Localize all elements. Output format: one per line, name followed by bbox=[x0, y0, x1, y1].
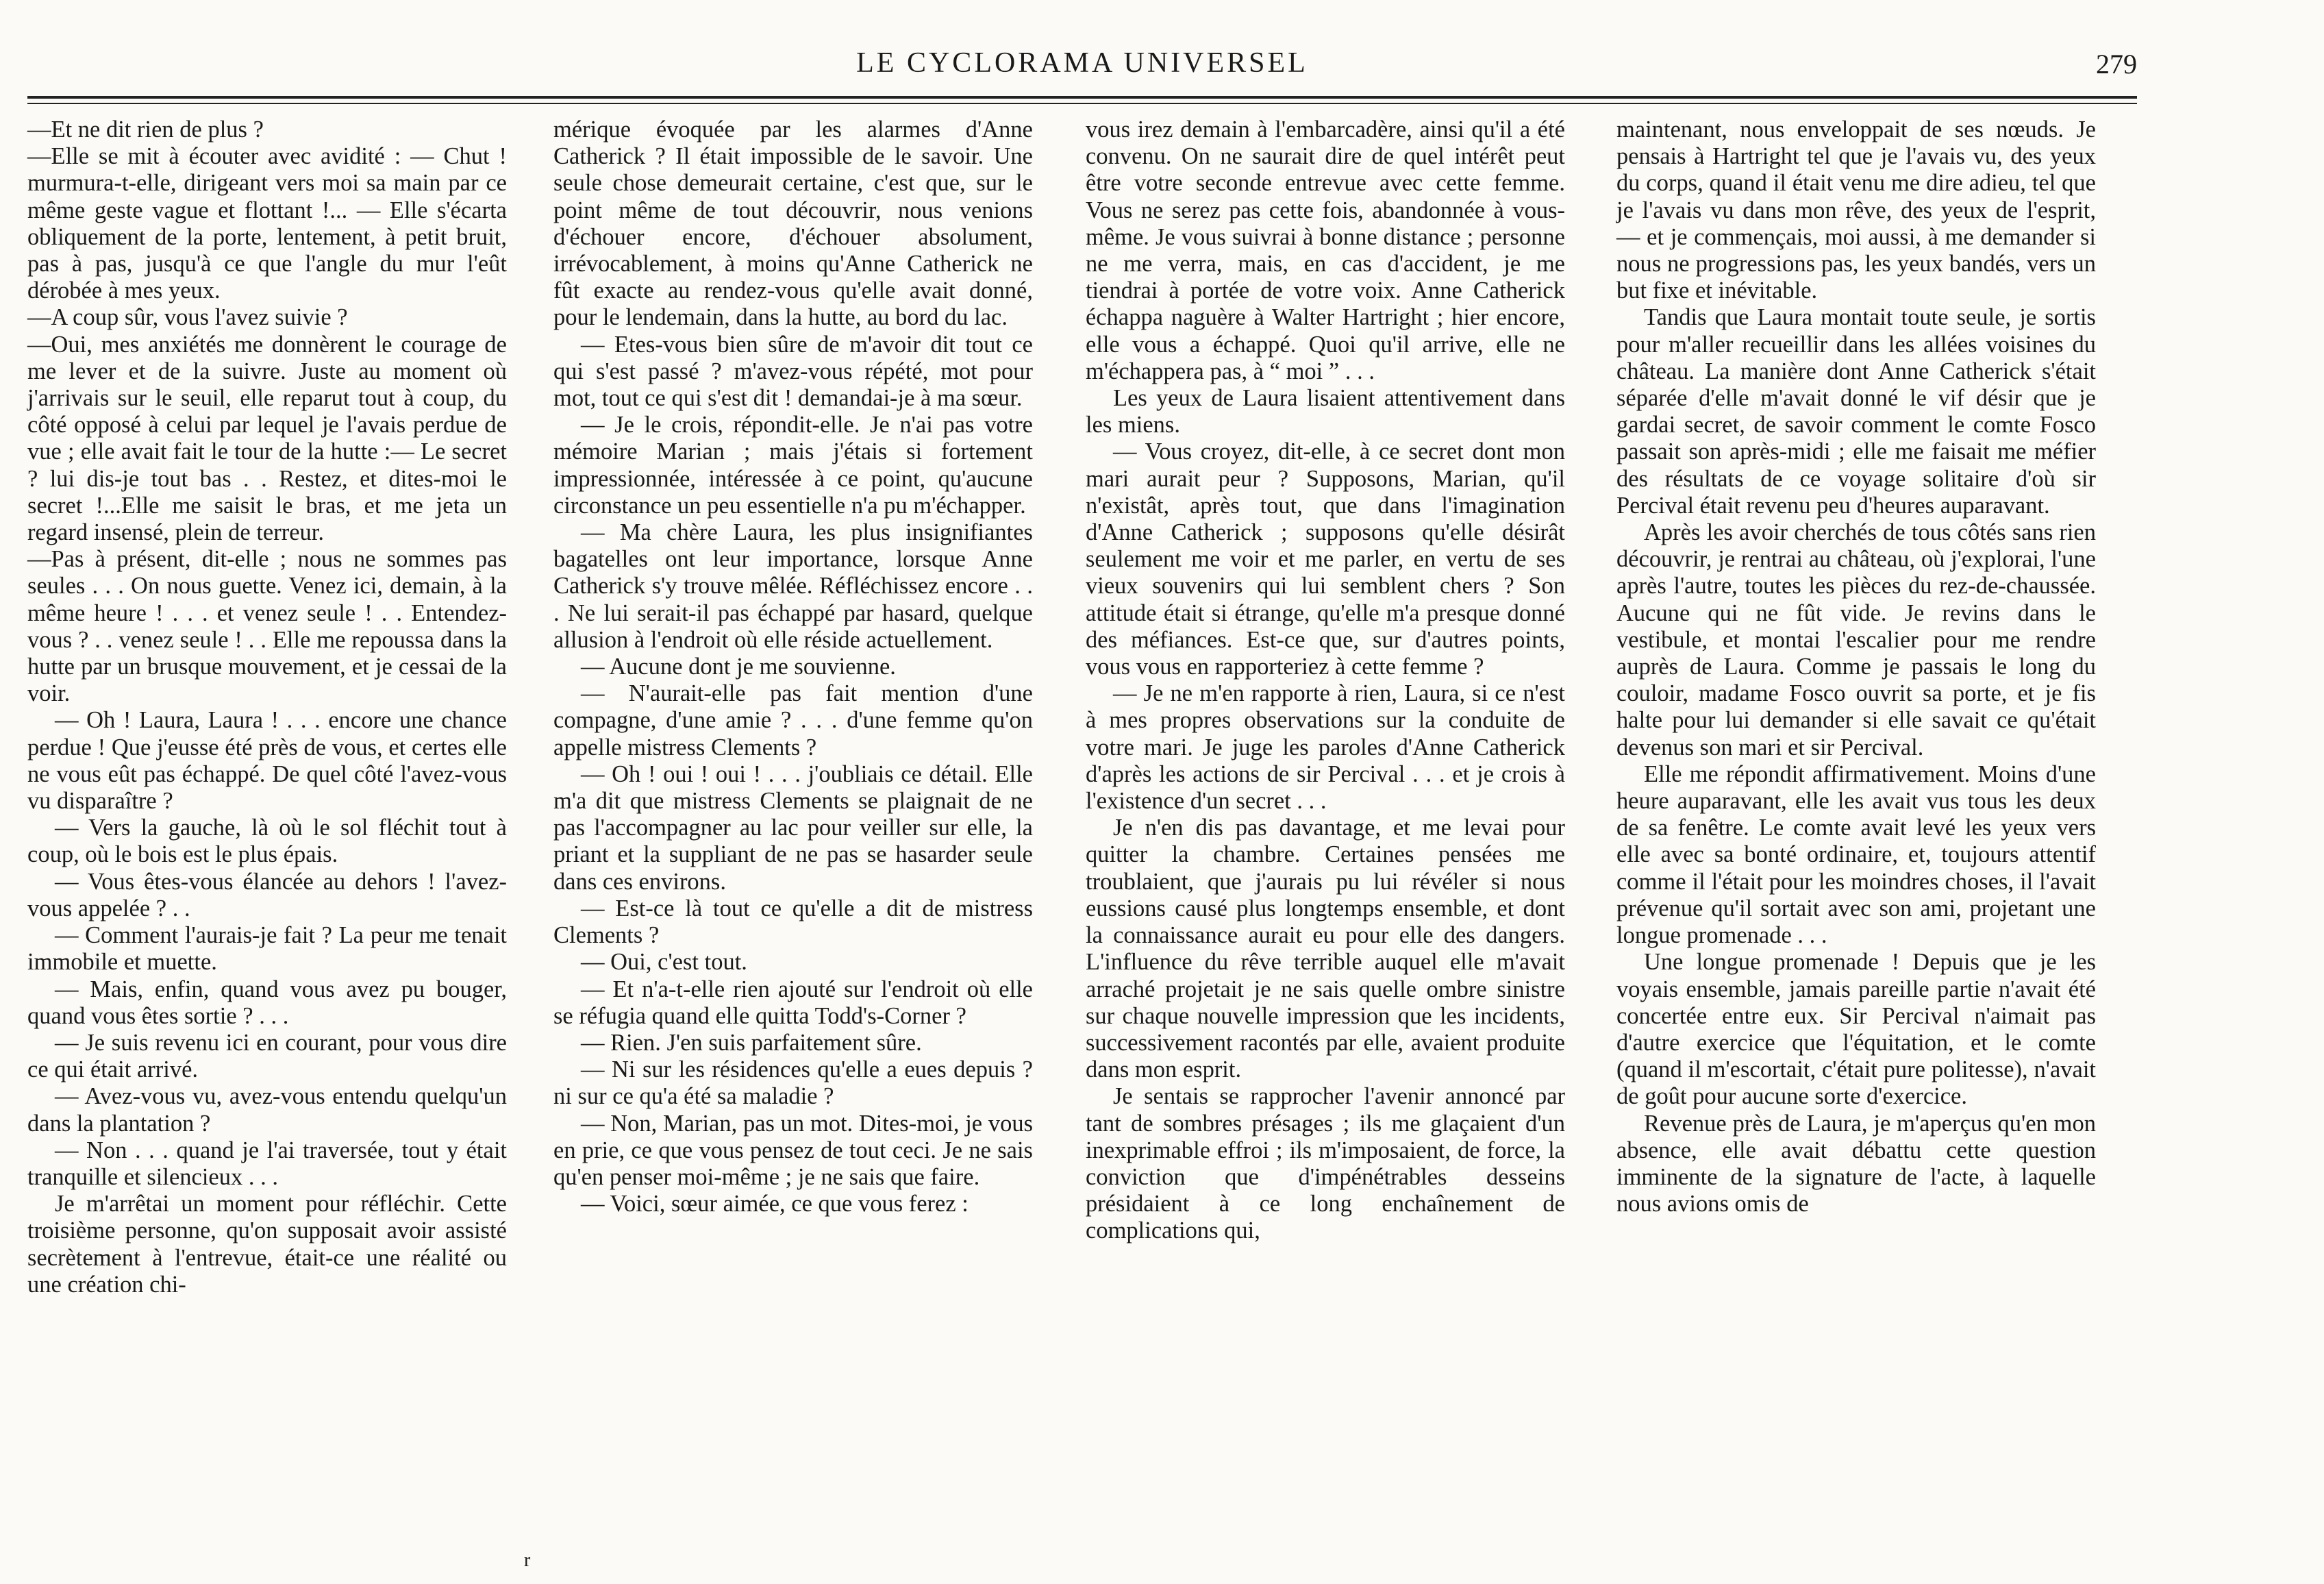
paragraph: Je m'arrêtai un moment pour réfléchir. Cette troisième personne, qu'on supposait avoir assisté secrètement à l'entrevue, était-ce une réalité ou une création chi- bbox=[27, 1191, 507, 1298]
paragraph: Une longue promenade ! Depuis que je les voyais ensemble, jamais pareille partie n'avait été concertée entre eux. Sir Percival n'aimait pas d'autre exercice que l'équitation, et le comte (quand il m'escortait, c'était pure politesse), n'avait de goût pour aucune sorte d'exercice. bbox=[1616, 949, 2096, 1110]
paragraph: Tandis que Laura montait toute seule, je sortis pour m'aller recueillir dans les allées voisines du château. La manière dont Anne Catherick s'était séparée d'elle m'avait donné le vif désir que je gardai secret, de savoir comment le comte Fosco passait son après-midi ; elle me faisait me méfier des résultats de ce voyage solitaire d'où sir Percival était revenu peu d'heures auparavant. bbox=[1616, 304, 2096, 519]
text-column-2 bbox=[553, 116, 1033, 1217]
paragraph: Je sentais se rapprocher l'avenir annoncé par tant de sombres présages ; ils me glaçaient d'un inexprimable effroi ; ils m'imposaient, de force, la conviction que d'impénétrables desseins présidaient à ce long enchaînement de complications qui, bbox=[1086, 1083, 1565, 1244]
paragraph: — Est-ce là tout ce qu'elle a dit de mistress Clements ? bbox=[553, 895, 1033, 949]
text-column-3 bbox=[1086, 116, 1565, 1245]
paragraph: — Je le crois, répondit-elle. Je n'ai pas votre mémoire Marian ; mais j'étais si fortement impressionnée, intéressée à ce point, qu'aucune circonstance un peu essentielle n'a pu m'échapper. bbox=[553, 412, 1033, 519]
paragraph: — Rien. J'en suis parfaitement sûre. bbox=[581, 1029, 922, 1056]
paragraph: —Oui, mes anxiétés me donnèrent le courage de me lever et de la suivre. Juste au moment où j'arrivais sur le seuil, elle reparut tout à coup, du côté opposé à celui par lequel je l'avais perdue de vue ; elle avait fait le tour de la hutte :— Le secret ? lui dis-je tout bas . . Restez, et dites-moi le secret !...Elle me saisit le bras, et me jeta un regard insensé, plein de terreur. bbox=[27, 331, 507, 546]
header-rule-thin bbox=[27, 103, 2137, 104]
paragraph: — Oh ! oui ! oui ! . . . j'oubliais ce détail. Elle m'a dit que mistress Clements se plaignait de ne pas l'accompagner au lac pour veiller sur elle, la priant et la suppliant de ne pas se hasarder seule dans ces environs. bbox=[553, 760, 1033, 895]
paragraph: — Je suis revenu ici en courant, pour vous dire ce qui était arrivé. bbox=[27, 1029, 507, 1083]
paragraph: — Non . . . quand je l'ai traversée, tout y était tranquille et silencieux . . . bbox=[27, 1137, 507, 1190]
paragraph: — Vous êtes-vous élancée au dehors ! l'avez-vous appelée ? . . bbox=[27, 868, 507, 921]
paragraph: — Avez-vous vu, avez-vous entendu quelqu'un dans la plantation ? bbox=[27, 1083, 507, 1137]
paragraph: — Oh ! Laura, Laura ! . . . encore une chance perdue ! Que j'eusse été près de vous, et certes elle ne vous eût pas échappé. De quel côté l'avez-vous vu disparaître ? bbox=[27, 707, 507, 815]
paragraph: — Ni sur les résidences qu'elle a eues depuis ? ni sur ce qu'a été sa maladie ? bbox=[553, 1056, 1033, 1110]
paragraph: — Non, Marian, pas un mot. Dites-moi, je vous en prie, ce que vous pensez de tout ceci. Je ne sais qu'en penser moi-même ; je ne sais que faire. bbox=[553, 1110, 1033, 1190]
paragraph: — Ma chère Laura, les plus insignifiantes bagatelles ont leur importance, lorsque Anne Catherick s'y trouve mêlée. Réfléchissez encore . . . Ne lui serait-il pas échappé par hasard, quelque allusion à l'endroit où elle réside actuellement. bbox=[553, 519, 1033, 653]
paragraph: mérique évoquée par les alarmes d'Anne Catherick ? Il était impossible de le savoir. Une seule chose demeurait certaine, c'est que, sur le point même de tout découvrir, nous venions d'échouer encore, d'échouer absolument, irrévocablement, à moins qu'Anne Catherick ne fût exacte au rendez-vous qu'elle avait donné, pour le lendemain, dans la hutte, au bord du lac. bbox=[553, 116, 1033, 331]
paragraph: —Elle se mit à écouter avec avidité : — Chut ! murmura-t-elle, dirigeant vers moi sa main par ce même geste vague et flottant !... — Elle s'écarta obliquement de la porte, lentement, à petit bruit, pas à pas, jusqu'à ce que l'angle du mur l'eût dérobée à mes yeux. bbox=[27, 143, 507, 304]
paragraph: — Mais, enfin, quand vous avez pu bouger, quand vous êtes sortie ? . . . bbox=[27, 976, 507, 1029]
paragraph: Revenue près de Laura, je m'aperçus qu'en mon absence, elle avait débattu cette question imminente de la signature de l'acte, à laquelle nous avions omis de bbox=[1616, 1110, 2096, 1217]
paragraph: — Et n'a-t-elle rien ajouté sur l'endroit où elle se réfugia quand elle quitta Todd's-Corner ? bbox=[553, 976, 1033, 1029]
paragraph: vous irez demain à l'embarcadère, ainsi qu'il a été convenu. On ne saurait dire de quel intérêt peut être votre seconde entrevue avec cette femme. Vous ne serez pas cette fois, abandonnée à vous-même. Je vous suivrai à bonne distance ; personne ne me verra, mais, en cas d'accident, je me tiendrai à portée de votre voix. Anne Catherick échappa naguère à Walter Hartright ; hier encore, elle vous a échappé. Quoi qu'il arrive, elle ne m'échappera pas, à “ moi ” . . . bbox=[1086, 116, 1565, 384]
paragraph: — N'aurait-elle pas fait mention d'une compagne, d'une amie ? . . . d'une femme qu'on appelle mistress Clements ? bbox=[553, 680, 1033, 760]
paragraph: — Vous croyez, dit-elle, à ce secret dont mon mari aurait peur ? Supposons, Marian, qu'il n'existât, après tout, que dans l'imagination d'Anne Catherick ; supposons qu'elle désirât seulement me voir et me parler, en vertu de ses vieux souvenirs qui lui semblent chers ? Son attitude était si étrange, qu'elle m'a presque donné des méfiances. Est-ce que, sur d'autres points, vous vous en rapporteriez à cette femme ? bbox=[1086, 438, 1565, 680]
paragraph: Elle me répondit affirmativement. Moins d'une heure auparavant, elle les avait vus tous les deux de sa fenêtre. Le comte avait levé les yeux vers elle avec sa bonté ordinaire, et, toujours attentif comme il l'était pour les moindres choses, il l'avait prévenue qu'il sortait avec son ami, projetant une longue promenade . . . bbox=[1616, 760, 2096, 949]
paragraph: Après les avoir cherchés de tous côtés sans rien découvrir, je rentrai au château, où j'explorai, l'une après l'autre, toutes les pièces du rez-de-chaussée. Aucune qui ne fût vide. Je revins dans le vestibule, et montai l'escalier pour me rendre auprès de Laura. Comme je passais le long du couloir, madame Fosco ouvrit sa porte, et je fis halte pour lui demander si elle savait ce qu'était devenus son mari et sir Percival. bbox=[1616, 519, 2096, 760]
running-title: LE CYCLORAMA UNIVERSEL bbox=[856, 47, 1308, 79]
paragraph: Les yeux de Laura lisaient attentivement dans les miens. bbox=[1086, 385, 1565, 438]
text-column-1 bbox=[27, 116, 507, 1298]
paragraph: Je n'en dis pas davantage, et me levai pour quitter la chambre. Certaines pensées me troublaient, que j'aurais pu lui révéler si nous eussions causé plus longtemps ensemble, et dont la connaissance aurait eu pour elle des dangers. L'influence du rêve terrible auquel elle m'avait arraché projetait je ne sais quelle ombre sinistre sur chaque nouvelle impression que les incidents, successivement racontés par elle, avaient produite dans mon esprit. bbox=[1086, 815, 1565, 1083]
paragraph: —A coup sûr, vous l'avez suivie ? bbox=[27, 304, 348, 331]
paragraph: — Voici, sœur aimée, ce que vous ferez : bbox=[581, 1191, 969, 1217]
paragraph: —Et ne dit rien de plus ? bbox=[27, 116, 264, 143]
paragraph: — Je ne m'en rapporte à rien, Laura, si ce n'est à mes propres observations sur la conduite de votre mari. Je juge les paroles d'Anne Catherick d'après les actions de sir Percival . . . et je crois à l'existence d'un secret . . . bbox=[1086, 680, 1565, 815]
page-header bbox=[27, 47, 2137, 88]
paragraph: maintenant, nous enveloppait de ses nœuds. Je pensais à Hartright tel que je l'avais vu, des yeux du corps, quand il était venu me dire adieu, tel que je l'avais vu dans mon rêve, des yeux de l'esprit, — et je commençais, moi aussi, à me demander si nous ne progressions pas, les yeux bandés, vers un but fixe et inévitable. bbox=[1616, 116, 2096, 304]
paragraph: —Pas à présent, dit-elle ; nous ne sommes pas seules . . . On nous guette. Venez ici, demain, à la même heure ! . . . et venez seule ! . . Entendez-vous ? . . venez seule ! . . Elle me repoussa dans la hutte par un brusque mouvement, et je cessai de la voir. bbox=[27, 546, 507, 707]
paragraph: — Etes-vous bien sûre de m'avoir dit tout ce qui s'est passé ? m'avez-vous répété, mot pour mot, tout ce qui s'est dit ! demandai-je à ma sœur. bbox=[553, 331, 1033, 412]
page-number: 279 bbox=[2096, 49, 2137, 79]
paragraph: — Vers la gauche, là où le sol fléchit tout à coup, où le bois est le plus épais. bbox=[27, 815, 507, 868]
paragraph: — Oui, c'est tout. bbox=[581, 949, 747, 976]
text-column-4 bbox=[1616, 116, 2096, 1217]
footer-mark: r bbox=[524, 1550, 531, 1571]
paragraph: — Comment l'aurais-je fait ? La peur me tenait immobile et muette. bbox=[27, 922, 507, 976]
header-rule-thick bbox=[27, 96, 2137, 99]
paragraph: — Aucune dont je me souvienne. bbox=[581, 654, 896, 680]
